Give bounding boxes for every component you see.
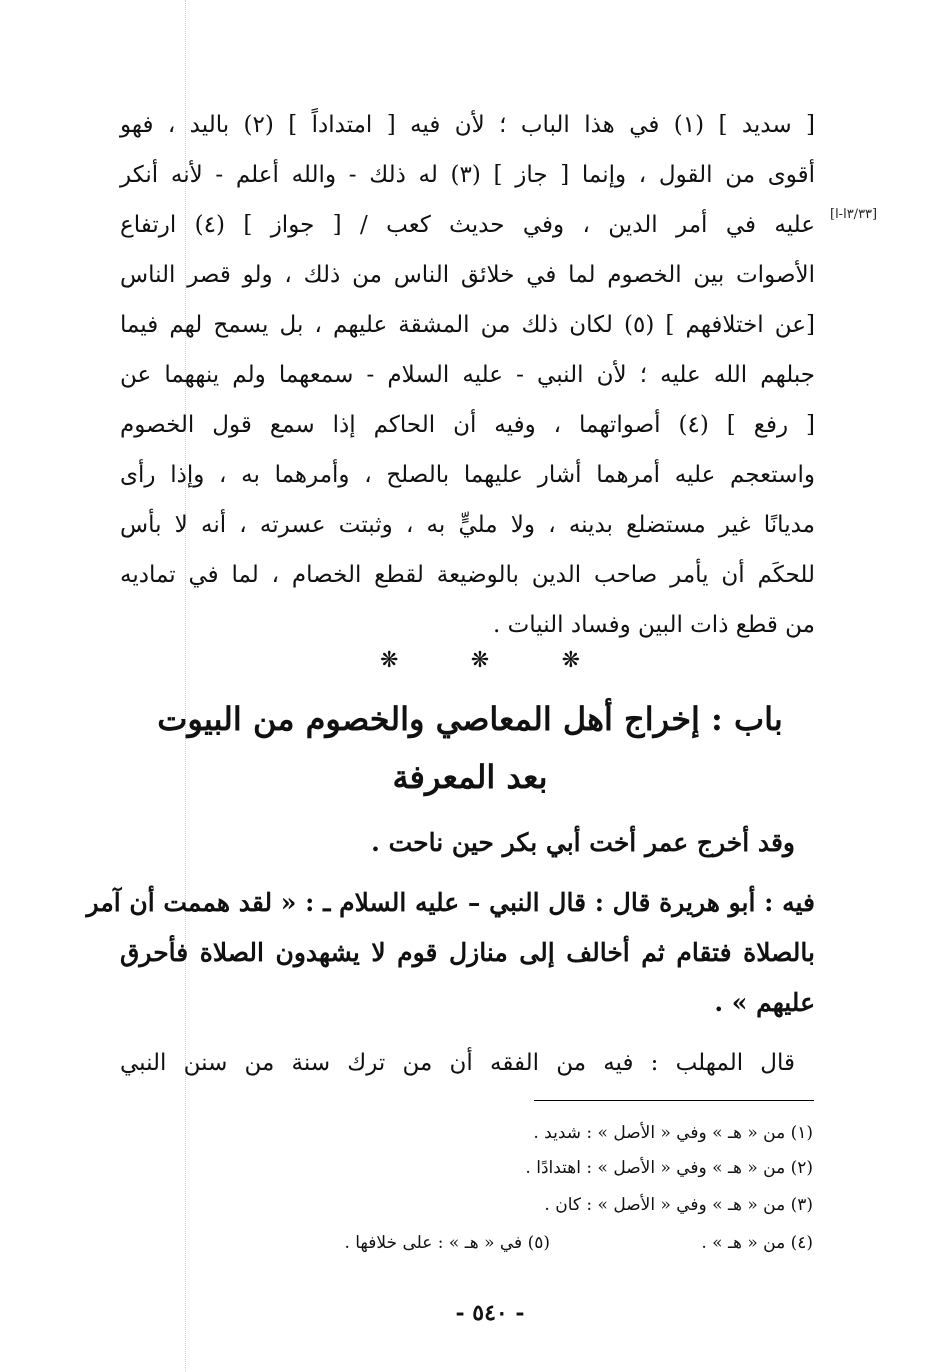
intro-line: وقد أخرج عمر أخت أبي بكر حين ناحت . bbox=[371, 828, 795, 857]
hadith-line: فيه : أبو هريرة قال : قال النبي – عليه السلام ـ : « لقد هممت أن آمر bbox=[86, 888, 815, 917]
text-line: الأصوات بين الخصوم لما في خلائق الناس من ذلك ، ولو قصر الناس bbox=[120, 262, 815, 288]
hadith-line: عليهم » . bbox=[714, 988, 815, 1017]
text-line: واستعجم عليه أمرهما أشار عليهما بالصلح ، وأمرهما به ، وإذا رأى bbox=[120, 462, 815, 488]
text-line: أقوى من القول ، وإنما [ جاز ] (٣) له ذلك - والله أعلم - لأنه أنكر bbox=[120, 162, 816, 188]
footnote-2: (٢) من « هـ » وفي « الأصل » : اهتدادًا . bbox=[525, 1158, 813, 1178]
text-line: [عن اختلافهم ] (٥) لكان ذلك من المشقة عليهم ، بل يسمح لهم فيما bbox=[120, 312, 816, 338]
page-number: - ٥٤٠ - bbox=[455, 1300, 525, 1326]
footnote-4: (٤) من « هـ » . bbox=[701, 1233, 813, 1253]
text-line: [ رفع ] (٤) أصواتهما ، وفيه أن الحاكم إذا سمع قول الخصوم bbox=[120, 412, 815, 438]
footnote-3: (٣) من « هـ » وفي « الأصل » : كان . bbox=[544, 1195, 813, 1215]
commentary-line: قال المهلب : فيه من الفقه أن من ترك سنة من سنن النبي bbox=[120, 1050, 795, 1076]
footnote-divider bbox=[534, 1100, 814, 1101]
asterism-icon: ❋ bbox=[380, 648, 399, 673]
asterism-icon: ❋ bbox=[470, 648, 490, 673]
main-paragraph bbox=[120, 100, 815, 650]
footnote-1: (١) من « هـ » وفي « الأصل » : شديد . bbox=[533, 1123, 813, 1143]
chapter-title-line2: بعد المعرفة bbox=[392, 758, 548, 796]
text-line: جبلهم الله عليه ؛ لأن النبي - عليه السلام - سمعهما ولم ينههما عن bbox=[120, 362, 815, 388]
asterism-icon: ❋ bbox=[561, 648, 580, 673]
text-line: [ سديد ] (١) في هذا الباب ؛ لأن فيه [ امتداداً ] (٢) باليد ، فهو bbox=[120, 112, 816, 138]
text-line: مديانًا غير مستضلع بدينه ، ولا مليٍّ به ، وثبتت عسرته ، أنه لا بأس bbox=[120, 512, 815, 538]
chapter-title-line1: باب : إخراج أهل المعاصي والخصوم من البيوت bbox=[157, 700, 783, 738]
text-line: للحكَم أن يأمر صاحب الدين بالوضيعة لقطع الخصام ، لما في تماديه bbox=[120, 562, 815, 588]
section-separator bbox=[380, 648, 580, 673]
text-line: عليه في أمر الدين ، وفي حديث كعب / [ جواز ] (٤) ارتفاع bbox=[120, 212, 815, 238]
text-line: من قطع ذات البين وفساد النيات . bbox=[493, 612, 815, 638]
footnote-5: (٥) في « هـ » : على خلافها . bbox=[344, 1233, 550, 1253]
manuscript-folio-reference: [٣/٣٣ا-ا] bbox=[830, 207, 878, 222]
hadith-line: بالصلاة فتقام ثم أخالف إلى منازل قوم لا يشهدون الصلاة فأحرق bbox=[120, 938, 815, 967]
